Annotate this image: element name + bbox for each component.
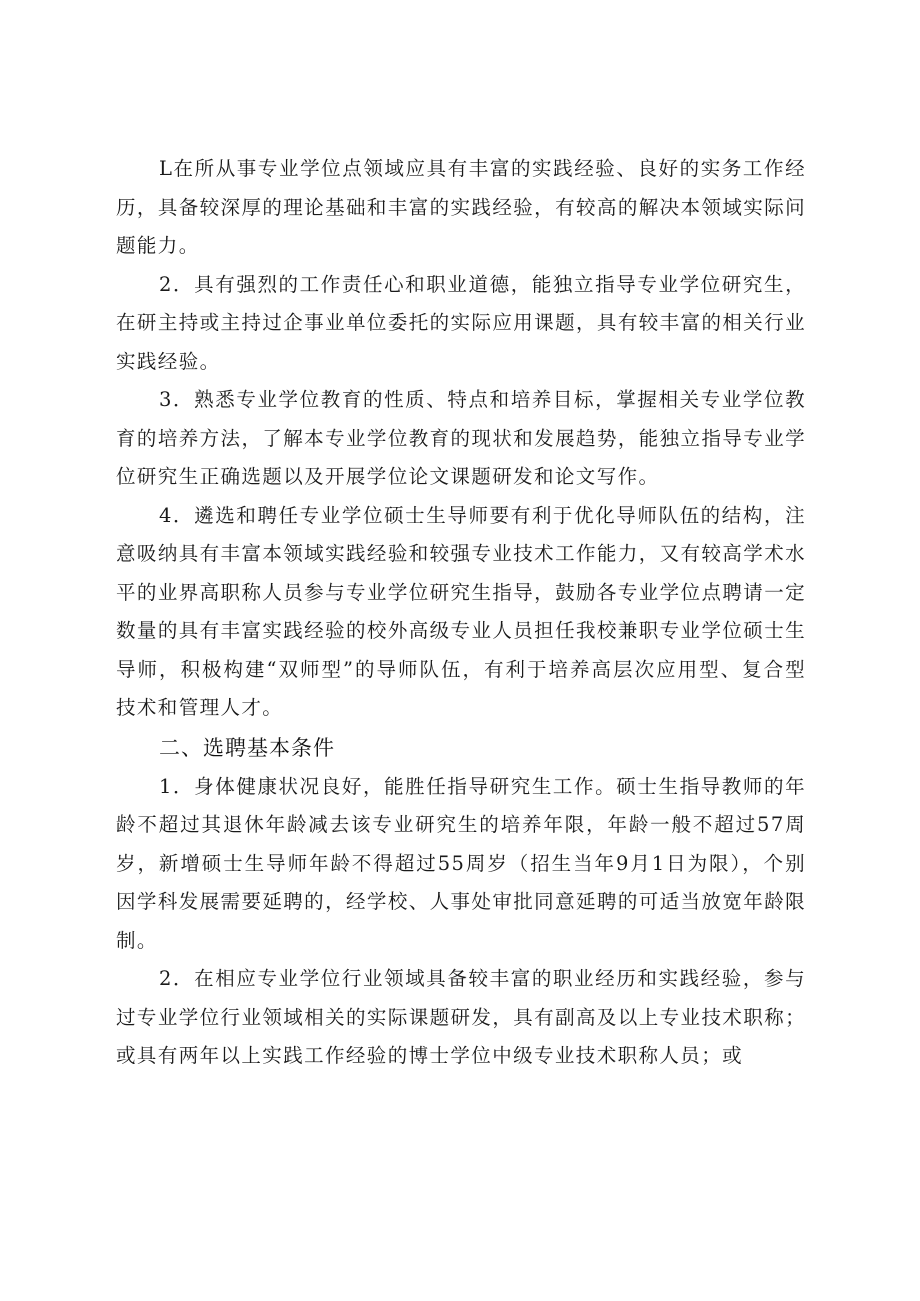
- condition-item-2: 2．在相应专业学位行业领域具备较丰富的职业经历和实践经验，参与过专业学位行业领域相关的实际课题研发，具有副高及以上专业技术职称；或具有两年以上实践工作经验的博士学位中级专业技术职称人员；或: [116, 967, 806, 1067]
- paragraph-item-4: 4．遴选和聘任专业学位硕士生导师要有利于优化导师队伍的结构，注意吸纳具有丰富本领域实践经验和较强专业技术工作能力，又有较高学术水平的业界高职称人员参与专业学位研究生指导，鼓励各专业学位点聘请一定数量的具有丰富实践经验的校外高级专业人员担任我校兼职专业学位硕士生导师，积极构建“双师型”的导师队伍，有利于培养高层次应用型、复合型技术和管理人才。: [116, 503, 806, 719]
- paragraph-item-2: 2．具有强烈的工作责任心和职业道德，能独立指导专业学位研究生，在研主持或主持过企事业单位委托的实际应用课题，具有较丰富的相关行业实践经验。: [116, 272, 806, 373]
- section-heading: 二、选聘基本条件: [159, 735, 335, 760]
- document-body: [116, 150, 806, 1076]
- condition-item-1: 1．身体健康状况良好，能胜任指导研究生工作。硕士生指导教师的年龄不超过其退休年龄减去该专业研究生的培养年限，年龄一般不超过57周岁，新增硕士生导师年龄不得超过55周岁（招生当年9月1日为限），个别因学科发展需要延聘的，经学校、人事处审批同意延聘的可适当放宽年龄限制。: [116, 774, 806, 952]
- paragraph-item-3: 3．熟悉专业学位教育的性质、特点和培养目标，掌握相关专业学位教育的培养方法，了解本专业学位教育的现状和发展趋势，能独立指导专业学位研究生正确选题以及开展学位论文课题研发和论文写作。: [116, 388, 806, 488]
- paragraph-item-1: L在所从事专业学位点领域应具有丰富的实践经验、良好的实务工作经历，具备较深厚的理论基础和丰富的实践经验，有较高的解决本领域实际问题能力。: [116, 157, 806, 257]
